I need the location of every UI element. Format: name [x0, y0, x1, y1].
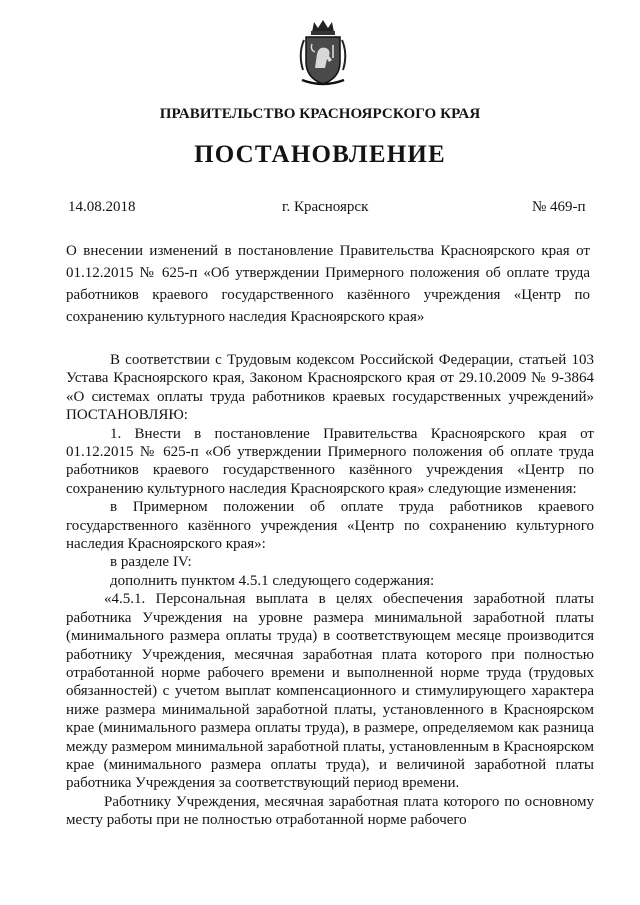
- body-paragraph: в разделе IV:: [110, 554, 192, 571]
- government-name: ПРАВИТЕЛЬСТВО КРАСНОЯРСКОГО КРАЯ: [159, 106, 481, 122]
- body-paragraph: В соответствии с Трудовым кодексом Российской Федерации, статьей 103 Устава Красноярского края, Законом Красноярского края от 29.10.2009 № 9-3864 «О системах оплаты труда работников краевых государственных учреждений» ПОСТАНОВЛЯЮ:: [66, 352, 594, 424]
- document-number: № 469-п: [532, 199, 586, 215]
- body-paragraph-quote: «4.5.1. Персональная выплата в целях обеспечения заработной платы работника Учреждения на уровне размера минимальной заработной платы (минимального размера оплаты труда) в соответствующем месяце производится работнику Учреждения, месячная заработная плата которого при полностью отработанной норме рабочего времени и выполненной норме труда (трудовых обязанностей) с учетом выплат компенсационного и стимулирующего характера ниже размера минимальной заработной платы, установленного в Красноярском крае (минимального размера оплаты труда), в размере, определяемом как разница между размером минимальной заработной платы, установленным в Красноярском крае (минимального размера оплаты труда), и величиной заработной платы работника Учреждения за соответствующий период времени.: [66, 591, 594, 792]
- coat-of-arms-emblem: [296, 18, 350, 88]
- body-paragraph: 1. Внести в постановление Правительства Красноярского края от 01.12.2015 № 625-п «Об утверждении Примерного положения об оплате труда работников краевого государственного казённого учреждения «Центр по сохранению культурного наследия Красноярского края» следующие изменения:: [66, 425, 594, 497]
- document-type-title: ПОСТАНОВЛЕНИЕ: [194, 141, 446, 168]
- document-subject: О внесении изменений в постановление Правительства Красноярского края от 01.12.2015 № 625-п «Об утверждении Примерного положения об оплате труда работников краевого государственного казённого учреждения «Центр по сохранению культурного наследия Красноярского края»: [66, 243, 590, 325]
- body-paragraph: дополнить пунктом 4.5.1 следующего содержания:: [110, 572, 435, 589]
- body-paragraph: в Примерном положении об оплате труда работников краевого государственного казённого учреждения «Центр по сохранению культурного наследия Красноярского края»:: [66, 499, 594, 553]
- document-city: г. Красноярск: [282, 199, 369, 215]
- body-paragraph: Работнику Учреждения, месячная заработная плата которого по основному месту работы при не полностью отработанной норме рабочего: [66, 793, 594, 829]
- document-date: 14.08.2018: [68, 199, 136, 215]
- document-body: [66, 351, 594, 830]
